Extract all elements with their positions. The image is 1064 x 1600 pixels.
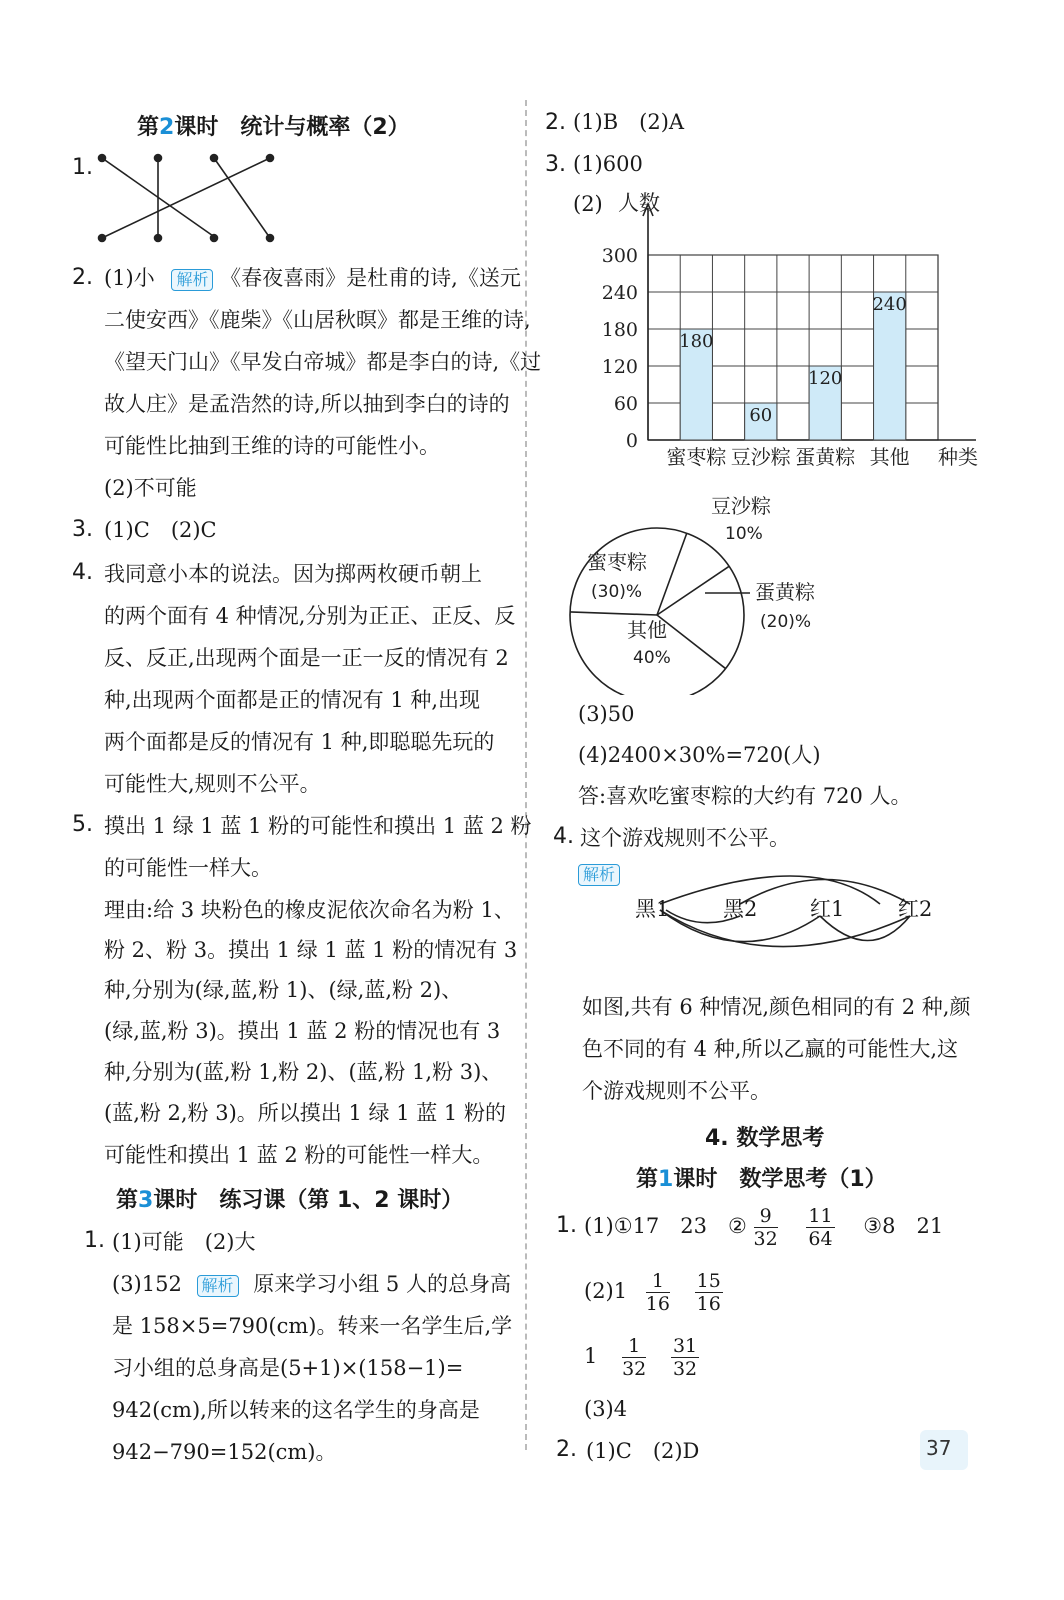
pie-percent: 40% (633, 648, 671, 668)
q5-line: 的可能性一样大。 (104, 856, 272, 880)
q2-analysis-line: 故人庄》是孟浩然的诗,所以抽到李白的诗的 (104, 392, 510, 416)
right-q4-answer: 这个游戏规则不公平。 (580, 826, 790, 850)
y-tick-label: 180 (601, 319, 638, 341)
q2-analysis-line: 二使安西》《鹿柴》《山居秋暝》都是王维的诗, (104, 308, 531, 332)
p1-analysis-line: 原来学习小组 5 人的总身高 (253, 1272, 511, 1296)
right-q4-analysis-line: 个游戏规则不公平。 (582, 1079, 771, 1103)
bar-value-label: 60 (749, 405, 773, 426)
x-category-label: 蛋黄粽 (795, 445, 856, 469)
m1-answer-1-tail: ③8 21 (863, 1214, 944, 1238)
section-title-lesson3 (116, 1183, 463, 1214)
q4-line: 反、反正,出现两个面是一正一反的情况有 2 (104, 646, 509, 670)
q2-analysis-line: 《春夜喜雨》是杜甫的诗,《送元 (220, 266, 521, 290)
right-q3-answer-3: (3)50 (578, 702, 635, 726)
bar-value-label: 240 (872, 294, 907, 315)
y-tick-label: 300 (601, 245, 638, 267)
p1-analysis-line: 是 158×5=790(cm)。转来一名学生后,学 (112, 1314, 513, 1338)
fraction (646, 1270, 670, 1315)
y-tick-label: 0 (625, 430, 638, 452)
right-question-number-3: 3. (545, 152, 566, 177)
title-number: 2 (159, 115, 175, 140)
q4-line: 可能性大,规则不公平。 (104, 772, 321, 796)
p1-answer-1: (1)可能 (2)大 (112, 1230, 256, 1254)
x-category-label: 其他 (869, 445, 910, 469)
numerator: 1 (622, 1335, 646, 1358)
title-number: 1 (658, 1167, 674, 1192)
p1-answer-3-line (112, 1272, 511, 1297)
unit-title: 4. 数学思考 (705, 1126, 825, 1151)
question-number-2: 2. (72, 265, 93, 290)
title-text: 课时 统计与概率（2） (174, 115, 410, 140)
matching-lines-diagram (90, 148, 290, 248)
q5-line: 种,分别为(绿,蓝,粉 1)、(绿,蓝,粉 2)、 (104, 978, 463, 1002)
pie-label: 蛋黄粽 (755, 580, 815, 604)
question-number-4: 4. (72, 560, 93, 585)
y-axis-title: 人数 (618, 191, 660, 215)
fraction (695, 1270, 723, 1315)
x-category-label: 豆沙粽 (730, 445, 791, 469)
q2-analysis-line: 可能性比抽到王维的诗的可能性小。 (104, 434, 440, 458)
math-question-number-1: 1. (556, 1213, 577, 1238)
q5-line: 理由:给 3 块粉色的橡皮泥依次命名为粉 1、 (104, 898, 515, 922)
m1-answer-2 (584, 1269, 723, 1315)
denominator: 32 (622, 1358, 647, 1380)
right-q3-answer-1: (1)600 (573, 152, 643, 176)
right-q3-answer-sentence: 答:喜欢吃蜜枣粽的大约有 720 人。 (578, 784, 912, 808)
denominator: 16 (645, 1293, 670, 1315)
right-q3-part2-label: (2) (573, 192, 603, 216)
title-text: 课时 练习课（第 1、2 课时） (153, 1188, 464, 1213)
q4-line: 种,出现两个面都是正的情况有 1 种,出现 (104, 688, 481, 712)
q3-answer: (1)C (2)C (104, 518, 217, 542)
q5-line: (绿,蓝,粉 3)。摸出 1 蓝 2 粉的情况也有 3 (104, 1019, 501, 1043)
title-prefix: 第 (137, 115, 160, 140)
q2-answer-2: (2)不可能 (104, 476, 197, 500)
page-number: 37 (926, 1436, 952, 1460)
m2-answer: (1)C (2)D (586, 1439, 700, 1463)
right-question-number-2: 2. (545, 110, 566, 135)
q2-answer-1: (1)小 (104, 266, 155, 290)
x-category-label: 蜜枣粽 (666, 445, 727, 469)
numerator: 31 (672, 1335, 698, 1357)
p1-answer-3: (3)152 (112, 1272, 182, 1296)
analysis-badge: 解析 (171, 269, 213, 291)
right-q3-answer-4: (4)2400×30%=720(人) (578, 743, 821, 767)
ball-label: 红1 (810, 897, 845, 921)
m1-answer-3: (3)4 (584, 1397, 628, 1421)
m1-answer-1-text: (1)①17 23 ② (584, 1214, 747, 1238)
m1-answer-2-cont (584, 1334, 699, 1380)
ball-label: 黑1 (635, 897, 670, 921)
denominator: 32 (672, 1358, 698, 1380)
denominator: 16 (696, 1293, 721, 1315)
x-axis-title: 种类 (938, 445, 978, 469)
bar-value-label: 180 (679, 331, 714, 352)
p1-analysis-line: 942(cm),所以转来的这名学生的身高是 (112, 1398, 480, 1422)
pie-label: 其他 (627, 618, 667, 642)
ball-label: 红2 (898, 897, 933, 921)
p1-analysis-line: 习小组的总身高是(5+1)×(158−1)= (112, 1356, 464, 1380)
question-number-1: 1. (72, 155, 93, 180)
numerator: 11 (808, 1205, 833, 1227)
q4-line: 两个面都是反的情况有 1 种,即聪聪先玩的 (104, 730, 495, 754)
y-tick-label: 120 (601, 356, 638, 378)
fraction (622, 1335, 646, 1380)
math-question-number-2: 2. (556, 1437, 577, 1462)
pie-percent: 10% (725, 524, 763, 544)
fraction (754, 1205, 778, 1250)
title-prefix: 第 (636, 1167, 659, 1192)
bar-value-label: 120 (808, 368, 843, 389)
pie-slices (570, 494, 816, 695)
question-number-5: 5. (72, 812, 93, 837)
denominator: 32 (753, 1228, 778, 1250)
question-number-3: 3. (72, 517, 93, 542)
bar-chart (590, 190, 990, 470)
numerator: 9 (754, 1205, 778, 1228)
column-divider (525, 100, 527, 1450)
q2-answer-line (104, 266, 521, 291)
fraction (806, 1205, 834, 1250)
practice-question-number-1: 1. (84, 1228, 105, 1253)
title-prefix: 第 (116, 1188, 139, 1213)
analysis-badge: 解析 (578, 864, 620, 886)
title-text: 课时 数学思考（1） (673, 1167, 887, 1192)
q5-line: 可能性和摸出 1 蓝 2 粉的可能性一样大。 (104, 1143, 494, 1167)
m1-answer-2-cont-text: 1 (584, 1344, 598, 1368)
q5-line: 种,分别为(蓝,粉 1,粉 2)、(蓝,粉 1,粉 3)、 (104, 1060, 503, 1084)
section-title-lesson1 (636, 1162, 887, 1193)
m1-answer-2-text: (2)1 (584, 1279, 628, 1303)
ball-label: 黑2 (723, 897, 758, 921)
pie-percent: (30)% (591, 582, 643, 602)
q2-analysis-line: 《望天门山》《早发白帝城》都是李白的诗,《过 (104, 350, 542, 374)
numerator: 1 (646, 1270, 670, 1293)
m1-answer-1 (584, 1204, 943, 1250)
q4-line: 我同意小本的说法。因为掷两枚硬币朝上 (104, 562, 482, 586)
pie-label: 豆沙粽 (711, 494, 771, 518)
right-q4-analysis-line: 色不同的有 4 种,所以乙赢的可能性大,这 (582, 1037, 959, 1061)
q4-line: 的两个面有 4 种情况,分别为正正、正反、反 (104, 604, 516, 628)
title-number: 3 (138, 1188, 154, 1213)
section-title-lesson2 (137, 110, 410, 141)
q5-line: (蓝,粉 2,粉 3)。所以摸出 1 绿 1 蓝 1 粉的 (104, 1101, 506, 1125)
fraction (671, 1335, 699, 1380)
pie-chart (565, 485, 845, 695)
q5-line: 摸出 1 绿 1 蓝 1 粉的可能性和摸出 1 蓝 2 粉 (104, 814, 532, 838)
y-tick-label: 240 (601, 282, 638, 304)
denominator: 64 (808, 1228, 833, 1250)
right-q4-analysis-line: 如图,共有 6 种情况,颜色相同的有 2 种,颜 (582, 995, 971, 1019)
pie-percent: (20)% (760, 612, 812, 632)
right-q4-badge (578, 864, 620, 886)
numerator: 15 (696, 1270, 721, 1292)
p1-analysis-line: 942−790=152(cm)。 (112, 1440, 337, 1464)
right-q2-answer: (1)B (2)A (573, 110, 685, 134)
analysis-badge: 解析 (197, 1275, 239, 1297)
pie-label: 蜜枣粽 (587, 550, 647, 574)
right-question-number-4: 4. (553, 824, 574, 849)
y-tick-label: 60 (613, 393, 638, 415)
q5-line: 粉 2、粉 3。摸出 1 绿 1 蓝 1 粉的情况有 3 (104, 938, 518, 962)
